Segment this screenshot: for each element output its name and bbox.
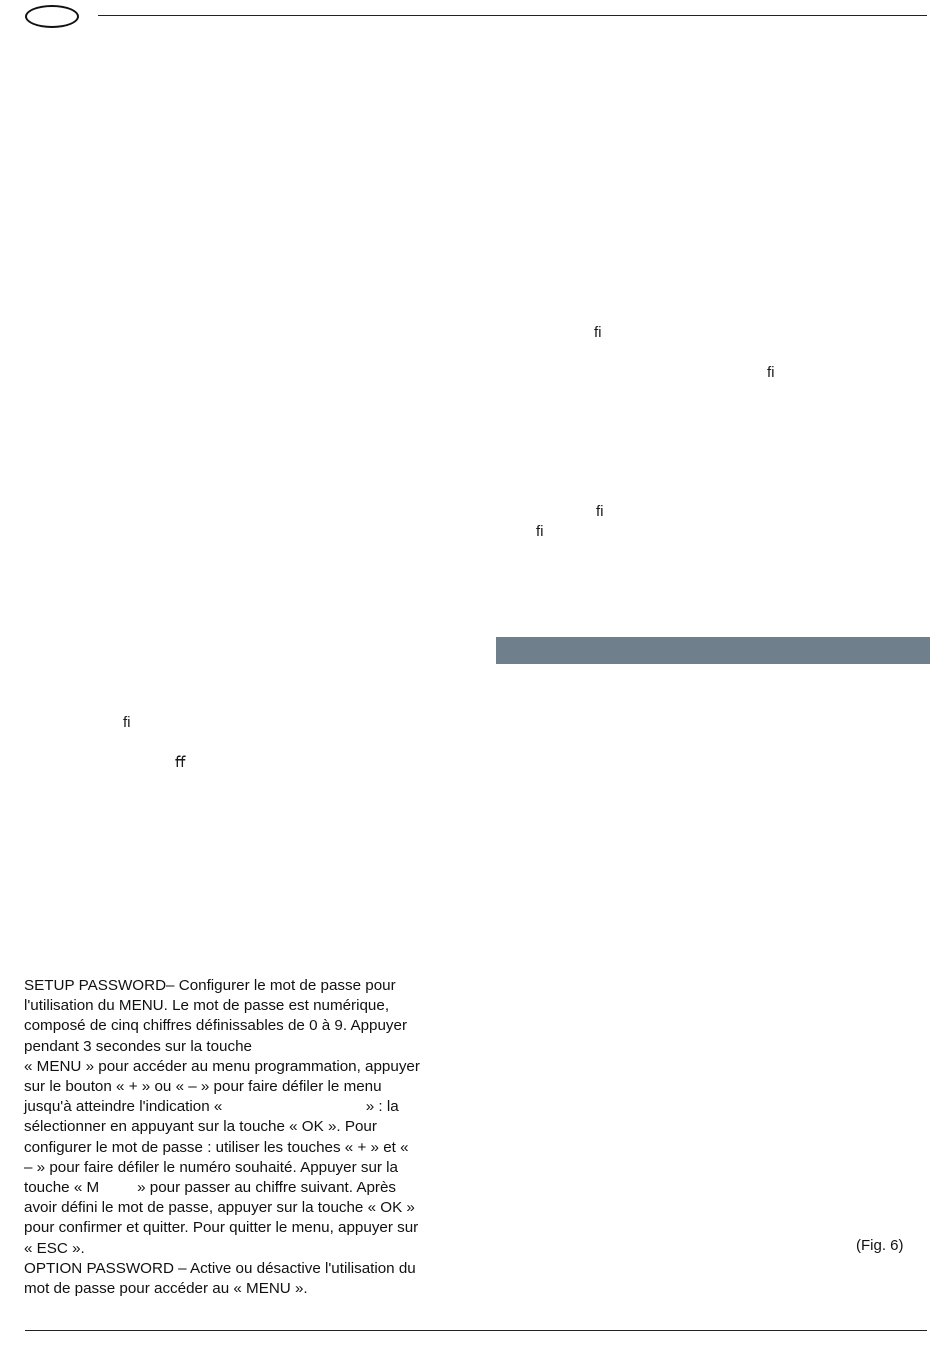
text-line: avoir défini le mot de passe, appuyer sur la touche « OK » [24, 1199, 415, 1217]
stray-ligature-glyph: ﬁ [123, 714, 131, 731]
stray-ligature-glyph: ﬁ [767, 364, 775, 381]
figure-caption: (Fig. 6) [856, 1237, 904, 1254]
stray-ligature-glyph: ﬁ [536, 523, 544, 540]
text-line: composé de cinq chiffres définissables de 0 à 9. Appuyer [24, 1017, 408, 1035]
text-line: l'utilisation du MENU. Le mot de passe est numérique, [24, 997, 390, 1015]
language-badge [25, 5, 79, 28]
text-line: configurer le mot de passe : utiliser les touches « + » et « [24, 1138, 409, 1156]
text-line: pour confirmer et quitter. Pour quitter le menu, appuyer sur [24, 1219, 419, 1237]
footer-rule [25, 1330, 927, 1331]
section-header-band [496, 637, 930, 664]
text-line: jusqu'à atteindre l'indication « » : la [24, 1098, 399, 1116]
text-line: – » pour faire défiler le numéro souhaité. Appuyer sur la [24, 1158, 398, 1176]
text-line: « ESC ». [24, 1239, 85, 1257]
text-line: « MENU » pour accéder au menu programmation, appuyer [24, 1057, 420, 1075]
stray-ligature-glyph: ﬁ [596, 503, 604, 520]
text-line: sur le bouton « + » ou « – » pour faire défiler le menu [24, 1078, 382, 1096]
header-rule [98, 15, 927, 16]
text-line: sélectionner en appuyant sur la touche « OK ». Pour [24, 1118, 377, 1136]
text-line: OPTION PASSWORD – Active ou désactive l'utilisation du [24, 1259, 416, 1277]
text-line: touche « M » pour passer au chiffre suivant. Après [24, 1179, 397, 1197]
stray-ligature-glyph: ﬁ [594, 324, 602, 341]
text-line: SETUP PASSWORD– Configurer le mot de passe pour [24, 977, 396, 994]
text-line: mot de passe pour accéder au « MENU ». [24, 1280, 308, 1298]
stray-ligature-glyph: ﬀ [175, 754, 186, 771]
text-line: pendant 3 secondes sur la touche [24, 1037, 252, 1055]
password-instructions [24, 976, 464, 1299]
